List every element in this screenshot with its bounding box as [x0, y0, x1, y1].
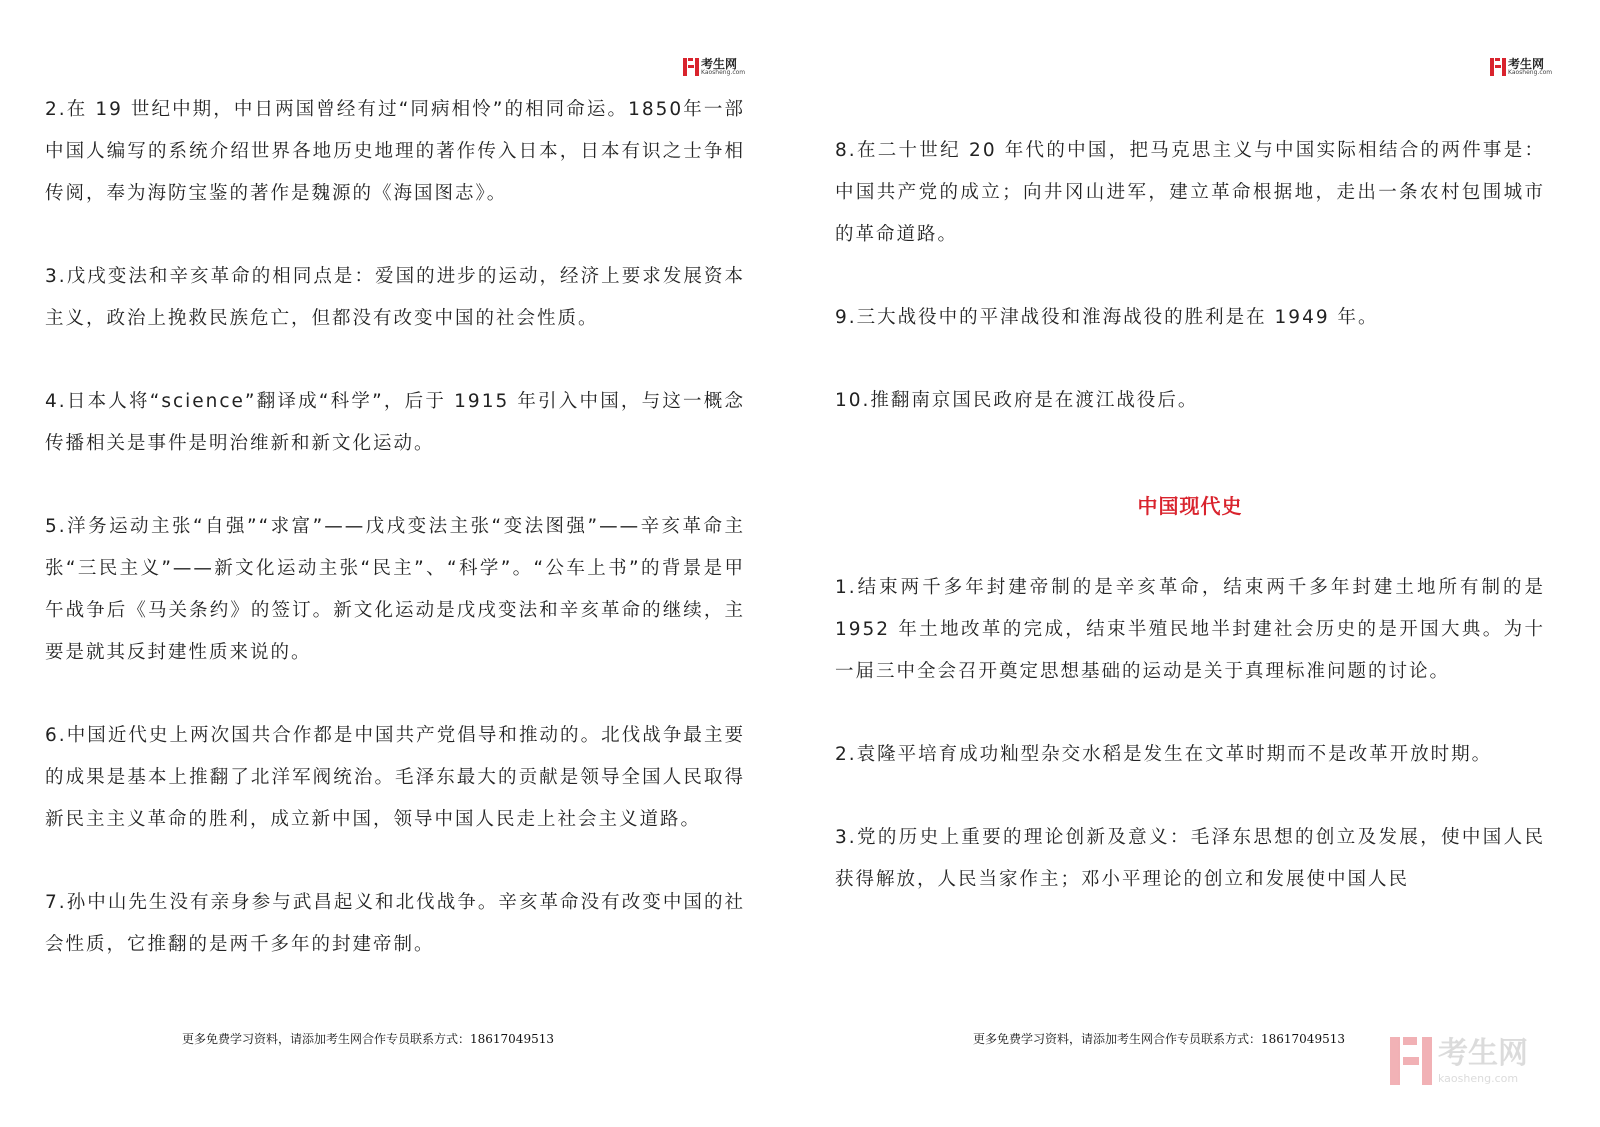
page-footer: 更多免费学习资料，请添加考生网合作专员联系方式：18617049513 — [973, 1032, 1345, 1046]
right-page — [800, 0, 1600, 1127]
paragraph: 1.结束两千多年封建帝制的是辛亥革命，结束两千多年封建土地所有制的是 1952 年土地改革的完成，结束半殖民地半封建社会历史的是开国大典。为十一届三中全会召开奠定思想基础的运动是关于真理标准问题的讨论。 — [835, 577, 1545, 682]
kaosheng-watermark — [1390, 1037, 1528, 1085]
right-page-content — [835, 130, 1545, 942]
paragraph: 2.在 19 世纪中期，中日两国曾经有过“同病相怜”的相同命运。1850年一部中国人编写的系统介绍世界各地历史地理的著作传入日本，日本有识之士争相传阅，奉为海防宝鉴的著作是魏源的《海国图志》。 — [45, 99, 745, 204]
kaosheng-watermark-icon — [1390, 1037, 1432, 1085]
logo-text-cn: 考生网 — [701, 57, 738, 71]
watermark-text-cn: 考生网 — [1438, 1035, 1528, 1071]
logo-text-en: Kaosheng.com — [1508, 69, 1553, 76]
paragraph: 2.袁隆平培育成功籼型杂交水稻是发生在文革时期而不是改革开放时期。 — [835, 744, 1493, 765]
kaosheng-logo — [683, 58, 745, 76]
paragraph: 6.中国近代史上两次国共合作都是中国共产党倡导和推动的。北伐战争最主要的成果是基本上推翻了北洋军阀统治。毛泽东最大的贡献是领导全国人民取得新民主主义革命的胜利，成立新中国，领导中国人民走上社会主义道路。 — [45, 725, 745, 830]
watermark-text-en: kaosheng.com — [1438, 1071, 1519, 1085]
left-page-content — [45, 89, 745, 1007]
kaosheng-logo-icon — [1490, 58, 1506, 76]
paragraph: 9.三大战役中的平津战役和淮海战役的胜利是在 1949 年。 — [835, 307, 1379, 328]
paragraph: 7.孙中山先生没有亲身参与武昌起义和北伐战争。辛亥革命没有改变中国的社会性质，它推翻的是两千多年的封建帝制。 — [45, 892, 745, 955]
page-footer: 更多免费学习资料，请添加考生网合作专员联系方式：18617049513 — [182, 1032, 554, 1046]
logo-text-cn: 考生网 — [1508, 57, 1545, 71]
paragraph: 10.推翻南京国民政府是在渡江战役后。 — [835, 390, 1199, 411]
paragraph: 3.戊戌变法和辛亥革命的相同点是：爱国的进步的运动，经济上要求发展资本主义，政治上挽救民族危亡，但都没有改变中国的社会性质。 — [45, 266, 745, 329]
paragraph: 3.党的历史上重要的理论创新及意义：毛泽东思想的创立及发展，使中国人民获得解放，人民当家作主；邓小平理论的创立和发展使中国人民 — [835, 827, 1545, 890]
kaosheng-logo — [1490, 58, 1552, 76]
logo-text-en: Kaosheng.com — [701, 69, 746, 76]
paragraph: 8.在二十世纪 20 年代的中国，把马克思主义与中国实际相结合的两件事是：中国共产党的成立；向井冈山进军，建立革命根据地，走出一条农村包围城市的革命道路。 — [835, 140, 1545, 245]
paragraph: 4.日本人将“science”翻译成“科学”，后于 1915 年引入中国，与这一概念传播相关是事件是明治维新和新文化运动。 — [45, 391, 745, 454]
section-title: 中国现代史 — [1137, 494, 1243, 518]
kaosheng-logo-icon — [683, 58, 699, 76]
paragraph: 5.洋务运动主张“自强”“求富”——戊戌变法主张“变法图强”——辛亥革命主张“三民主义”——新文化运动主张“民主”、“科学”。“公车上书”的背景是甲午战争后《马关条约》的签订。新文化运动是戊戌变法和辛亥革命的继续，主要是就其反封建性质来说的。 — [45, 516, 745, 663]
